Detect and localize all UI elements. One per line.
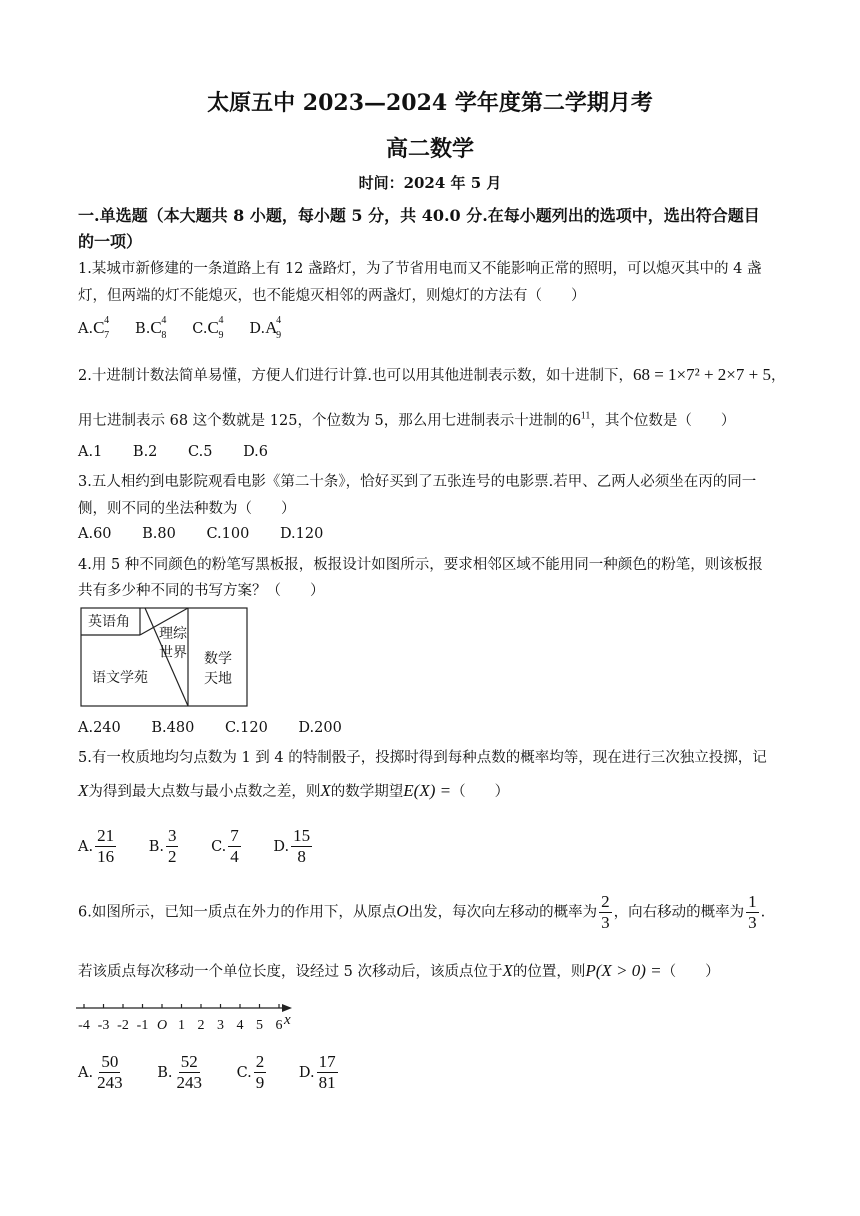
q3-option-d: D.120 [279, 526, 324, 542]
q1-line2: 灯，但两端的灯不能熄灭，也不能熄灭相邻的两盏灯，则熄灯的方法有（ ） [78, 288, 586, 304]
number-line-label: -4 [78, 1018, 90, 1033]
number-line-label: -2 [117, 1018, 129, 1033]
q5-line1: 5.有一枚质地均匀点数为 1 到 4 的特制骰子，投掷时得到每种点数的概率均等，现在进行三次独立投掷，记 [78, 750, 767, 766]
q1-option-d: D.A 4 9 [249, 315, 282, 341]
region-science-b: 世界 [159, 645, 187, 661]
exam-title: 太原五中 2023—2024 学年度第二学期月考 [207, 90, 653, 116]
q2-options [78, 444, 294, 460]
q6-options [78, 1052, 366, 1093]
exam-date: 时间：2024 年 5 月 [358, 174, 502, 192]
section-heading-line1: 一.单选题（本大题共 8 小题，每小题 5 分，共 40.0 分.在每小题列出的选项中，选出符合题目 [78, 206, 760, 225]
q4-line1: 4.用 5 种不同颜色的粉笔写黑板报，板报设计如图所示，要求相邻区域不能用同一种颜色的粉笔，则该板报 [78, 557, 763, 573]
q2-option-c: C.5 [188, 444, 213, 460]
board-layout-diagram [80, 607, 250, 713]
region-math-b: 天地 [204, 671, 232, 687]
number-line-label: 4 [236, 1018, 244, 1033]
q3-line1: 3.五人相约到电影院观看电影《第二十条》，恰好买到了五张连号的电影票.若甲、乙两人必须坐在丙的同一 [78, 474, 757, 490]
number-line-label: O [156, 1018, 168, 1033]
q4-option-a: A.240 [78, 720, 121, 736]
q1-option-c: C.C 4 9 [192, 315, 224, 341]
q4-options [78, 720, 368, 736]
subject-title: 高二数学 [385, 136, 474, 162]
q3-option-c: C.100 [206, 526, 250, 542]
q4-option-d: D.200 [298, 720, 342, 736]
number-line-label: 2 [197, 1018, 205, 1033]
q3-option-b: B.80 [142, 526, 176, 542]
section-heading-line2: 的一项） [78, 232, 143, 251]
q5-option-d: D. $\frac{15}{8}$ [273, 826, 311, 866]
q1-options [78, 315, 303, 341]
region-math-a: 数学 [204, 651, 232, 667]
q5-option-c: C. $\frac{7}{4}$ [211, 826, 239, 866]
q6-option-d: D. $\frac{17}{81}$ [298, 1052, 336, 1092]
number-line-label: -3 [97, 1018, 110, 1033]
q2-option-d: D.6 [243, 444, 269, 460]
number-line-label: -1 [136, 1018, 149, 1033]
q6-option-a: A. $\frac{50}{243}$ [78, 1052, 123, 1092]
number-line-label: 3 [217, 1018, 224, 1033]
number-line-label: 6 [275, 1018, 283, 1033]
region-chinese: 语文学苑 [92, 670, 148, 686]
q6-option-b: B. $\frac{52}{243}$ [157, 1052, 202, 1092]
q6-line2: 若该质点每次移动一个单位长度，设经过 5 次移动后，该质点位于X的位置，则P(X > 0) =（ ） [78, 961, 720, 980]
q2-formula: 68 = 1×7² + 2×7 + 5 [632, 365, 771, 384]
q2-option-a: A.1 [78, 444, 103, 460]
q4-option-c: C.120 [224, 720, 268, 736]
q6-option-c: C. $\frac{2}{9}$ [236, 1052, 265, 1092]
q1-option-b: B.C 4 8 [135, 315, 167, 341]
q2-line1: 2.十进制计数法简单易懂，方便人们进行计算.也可以用其他进制表示数，如十进制下，68 = 1×7² + 2×7 + 5， [78, 365, 786, 384]
q5-expectation: E(X) = [403, 781, 452, 800]
q2-option-b: B.2 [132, 444, 158, 460]
q2-line2: 用七进制表示 68 这个数就是 125，个位数为 5，那么用七进制表示十进制的$6^{11}$，其个位数是（ ） [78, 410, 736, 429]
q5-option-a: A. $\frac{21}{16}$ [78, 826, 115, 866]
q3-line2: 侧，则不同的坐法种数为（ ） [78, 501, 296, 517]
number-line [74, 1002, 304, 1042]
region-english-corner: 英语角 [88, 614, 130, 630]
q5-line2: X为得到最大点数与最小点数之差，则X的数学期望E(X) =（ ） [78, 781, 510, 800]
q5-options [78, 826, 340, 867]
q3-option-a: A.60 [78, 526, 112, 542]
number-line-label: 1 [178, 1018, 185, 1033]
q1-line1: 1.某城市新修建的一条道路上有 12 盏路灯，为了节省用电而又不能影响正常的照明，可以熄灭其中的 4 盏 [78, 261, 762, 277]
q6-probability: P(X > 0) = [585, 961, 662, 980]
q1-option-a: A.C 4 7 [78, 315, 110, 341]
q5-option-b: B. $\frac{3}{2}$ [148, 826, 177, 866]
number-line-axis-label: x [284, 1012, 291, 1028]
q2-power: $6^{11}$ [572, 410, 591, 429]
region-science-a: 理综 [159, 626, 187, 642]
number-line-label: 5 [256, 1018, 263, 1033]
q6-line1: 6.如图所示，已知一质点在外力的作用下，从原点O出发，每次向左移动的概率为 $\frac{2}{3}$ ，向右移动的概率为 $\frac{1}{3}$ . [78, 892, 766, 932]
q4-option-b: B.480 [151, 720, 195, 736]
q4-line2: 共有多少种不同的书写方案？（ ） [78, 583, 325, 599]
q3-options [78, 526, 349, 542]
